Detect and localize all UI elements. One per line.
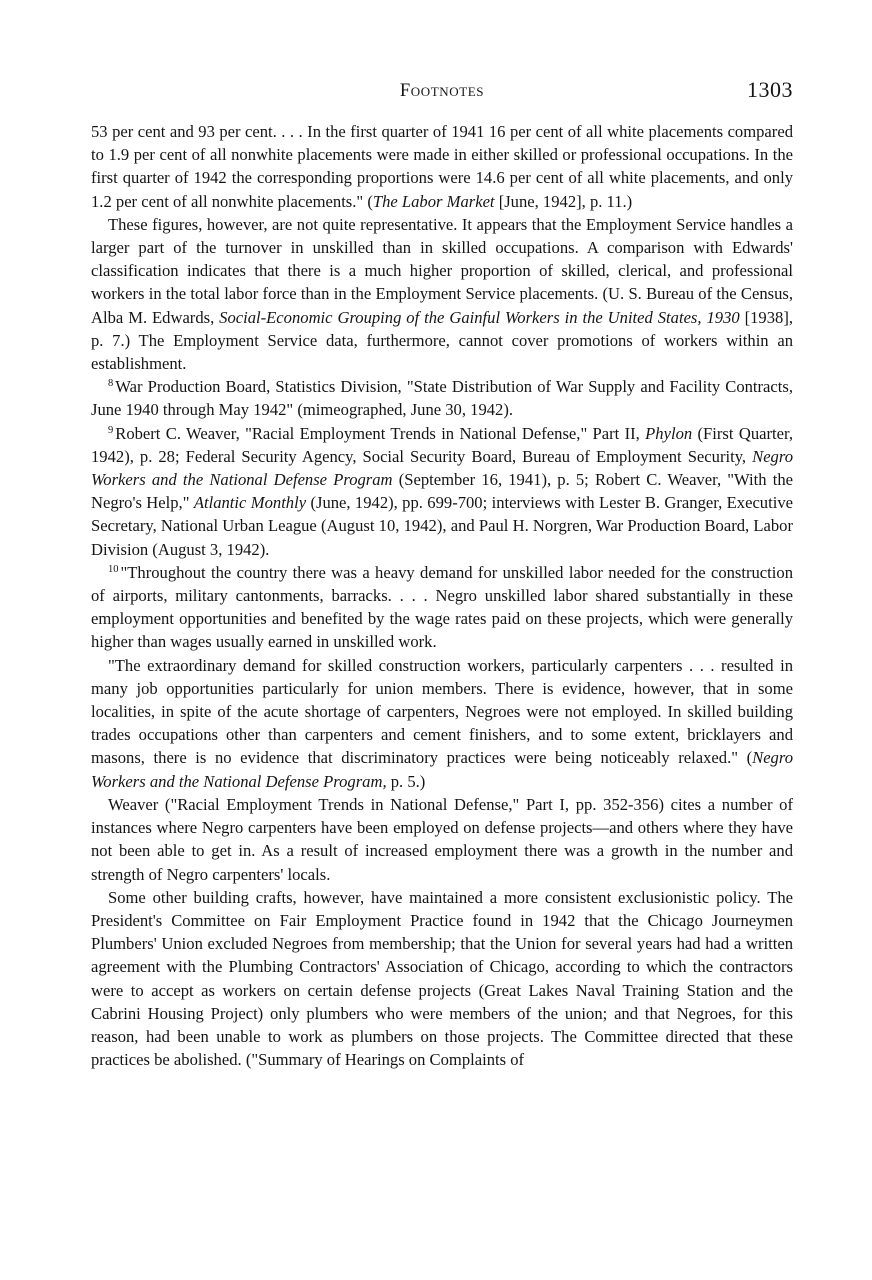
footnote-number: 8 — [108, 378, 114, 390]
document-page — [91, 77, 793, 1071]
footnote-number: 10 — [108, 563, 119, 575]
footnote-paragraph: "The extraordinary demand for skilled construction workers, particularly carpenters . . . resulted in many job opportunities particularly for union members. There is evidence, however, that in some localities, in spite of the acute shortage of carpenters, Negroes were not employed. In skilled building trades occupations other than carpenters and cement finishers, and to some extent, bricklayers and masons, there is no evidence that discriminatory practices were being noticeably relaxed." (Negro Workers and the National Defense Program, p. 5.) — [91, 655, 793, 791]
footnote-9: $^9$ Robert C. Weaver, "Racial Employment Trends in National Defense," Part II, Phylon (First Quarter, 1942), p. 28; Federal Security Agency, Social Security Board, Bureau of Employment Security, Negro Workers and the National Defense Program (September 16, 1941), p. 5; Robert C. Weaver, "With the Negro's Help," Atlantic Monthly (June, 1942), pp. 699-700; interviews with Lester B. Granger, Executive Secretary, National Urban League (August 10, 1942), and Paul H. Norgren, War Production Board, Labor Division (August 3, 1942). — [91, 423, 793, 559]
footnote-10: $^{10}$ "Throughout the country there was a heavy demand for unskilled labor needed for the construction of airports, military cantonments, barracks. . . . Negro unskilled labor shared substantially in these employment opportunities and benefited by the wage rates paid on these projects, which were generally higher than wages usually earned in unskilled work. — [91, 562, 793, 652]
page-header — [91, 77, 793, 120]
footnote-paragraph: Some other building crafts, however, have maintained a more consistent exclusionistic policy. The President's Committee on Fair Employment Practice found in 1942 that the Chicago Journeymen Plumbers' Union excluded Negroes from membership; that the Union for several years had had a written agreement with the Plumbing Contractors' Association of Chicago, according to which the contractors were to accept as workers on certain defense projects (Great Lakes Naval Training Station and the Cabrini Housing Project) only plumbers who were members of the union; and that Negroes, for this reason, had been unable to work as plumbers on those projects. The Committee directed that these practices be abolished. ("Summary of Hearings on Complaints of — [91, 887, 793, 1070]
footnote-paragraph: These figures, however, are not quite representative. It appears that the Employment Service handles a larger part of the turnover in unskilled than in skilled occupations. A comparison with Edwards' classification indicates that there is a much higher proportion of skilled, clerical, and professional workers in the total labor force than in the Employment Service placements. (U. S. Bureau of the Census, Alba M. Edwards, Social-Economic Grouping of the Gainful Workers in the United States, 1930 [1938], p. 7.) The Employment Service data, furthermore, cannot cover promotions of workers within an establishment. — [91, 214, 793, 374]
footnote-continuation: 53 per cent and 93 per cent. . . . In the first quarter of 1941 16 per cent of all white placements compared to 1.9 per cent of all nonwhite placements were made in either skilled or professional occupations. In the first quarter of 1942 the corresponding proportions were 14.6 per cent of all white placements, and only 1.2 per cent of all nonwhite placements." (The Labor Market [June, 1942], p. 11.) — [91, 122, 793, 211]
footnote-paragraph: Weaver ("Racial Employment Trends in National Defense," Part I, pp. 352-356) cites a number of instances where Negro carpenters have been employed on defense projects—and others where they have not been able to get in. As a result of increased employment there was a growth in the number and strength of Negro carpenters' locals. — [91, 794, 793, 884]
page-number: 1303 — [747, 77, 793, 102]
running-head: Footnotes — [399, 81, 485, 101]
footnote-number: 9 — [108, 424, 114, 436]
footnote-8: $^8$ War Production Board, Statistics Division, "State Distribution of War Supply and Facility Contracts, June 1940 through May 1942" (mimeographed, June 30, 1942). — [91, 377, 793, 420]
